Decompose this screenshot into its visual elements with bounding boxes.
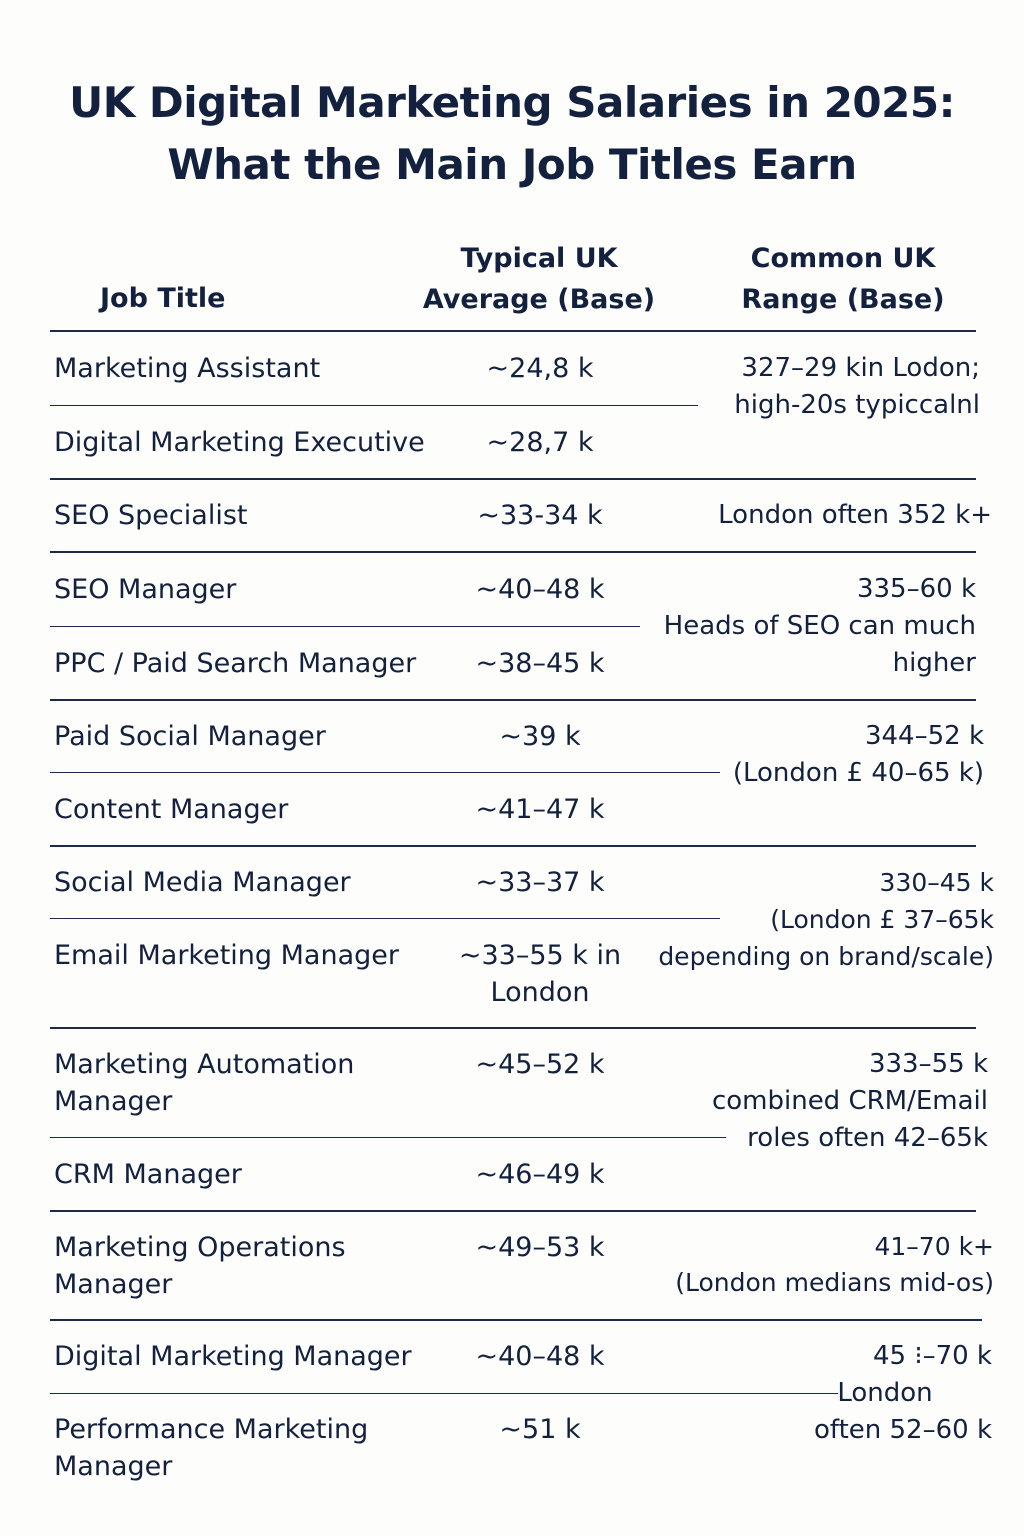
job-title-cell <box>54 864 351 901</box>
job-title-cell <box>54 791 288 828</box>
average-salary-text: ~38–45 k <box>475 648 605 679</box>
average-salary-cell <box>430 1046 650 1083</box>
average-salary-cell <box>430 497 650 534</box>
job-title-text: CRM Manager <box>54 1159 242 1190</box>
job-title-text: Manager <box>54 1269 173 1300</box>
average-salary-text: ~45–52 k <box>475 1049 605 1080</box>
average-salary-cell <box>430 1338 650 1375</box>
job-title-text: Digital Marketing Manager <box>54 1341 412 1372</box>
average-salary-text: ~49–53 k <box>475 1232 605 1263</box>
average-salary-cell <box>430 864 650 901</box>
group-divider <box>50 699 976 701</box>
range-text: 327–29 kin Lodon; <box>741 353 980 383</box>
range-text: often 52–60 k <box>813 1415 992 1445</box>
column-header-job-title-text: Job Title <box>100 283 226 314</box>
average-salary-text: ~41–47 k <box>475 794 605 825</box>
average-salary-cell <box>430 571 650 608</box>
job-title-text: Marketing Operations <box>54 1232 346 1263</box>
job-title-text: Content Manager <box>54 794 289 825</box>
range-cell <box>658 864 994 975</box>
header-divider <box>50 330 976 332</box>
average-salary-text: ~28,7 k <box>486 427 594 458</box>
average-salary-text: ~51 k <box>499 1414 581 1445</box>
average-salary-cell <box>430 645 650 682</box>
job-title-text: Manager <box>54 1086 173 1117</box>
row-divider <box>50 772 720 773</box>
job-title-cell <box>54 350 320 387</box>
average-salary-text: London <box>490 977 590 1008</box>
row-divider <box>50 918 720 919</box>
job-title-cell <box>54 718 326 755</box>
job-title-cell <box>54 424 425 461</box>
range-text: (London medians mid-os) <box>675 1268 994 1297</box>
average-salary-text: ~40–48 k <box>475 1341 605 1372</box>
range-text: higher <box>892 648 976 678</box>
range-cell <box>734 350 980 424</box>
group-divider <box>50 551 976 553</box>
group-divider <box>50 478 976 480</box>
job-title-cell <box>54 645 416 682</box>
column-header-average <box>408 238 670 320</box>
range-text: depending on brand/scale) <box>658 942 994 971</box>
range-cell <box>712 1046 988 1157</box>
range-cell <box>664 571 976 682</box>
average-salary-cell <box>430 350 650 387</box>
range-text: 344–52 k <box>864 721 984 751</box>
range-text: 41–70 k+ <box>874 1232 994 1261</box>
range-text: combined CRM/Email <box>711 1086 988 1116</box>
range-cell <box>718 497 992 534</box>
column-header-range <box>700 238 986 320</box>
group-divider <box>50 845 976 847</box>
job-title-text: PPC / Paid Search Manager <box>54 648 417 679</box>
range-text: (London £ 40–65 k) <box>732 758 984 788</box>
job-title-cell <box>54 937 399 974</box>
column-header-job-title <box>100 278 225 319</box>
job-title-text: Paid Social Manager <box>54 721 326 752</box>
job-title-text: SEO Manager <box>54 574 237 605</box>
range-text: London often 352 k+ <box>718 500 992 530</box>
job-title-text: Email Marketing Manager <box>54 940 399 971</box>
range-text: high-20s typiccalnl <box>734 390 980 420</box>
column-header-range-line-2: Range (Base) <box>741 284 945 315</box>
row-divider <box>50 1137 726 1138</box>
column-header-average-line-2: Average (Base) <box>422 284 656 315</box>
job-title-text: Marketing Assistant <box>54 353 321 384</box>
group-divider <box>50 1319 982 1321</box>
page-title-line-1: UK Digital Marketing Salaries in 2025: <box>69 78 955 127</box>
range-cell <box>814 1338 992 1449</box>
job-title-cell <box>54 1046 354 1120</box>
range-cell <box>733 718 984 792</box>
average-salary-cell <box>430 424 650 461</box>
job-title-text: Marketing Automation <box>54 1049 355 1080</box>
page-title-line-2: What the Main Job Titles Earn <box>167 140 857 189</box>
range-text: (London £ 37–65k <box>770 905 994 934</box>
job-title-text: Manager <box>54 1451 173 1482</box>
group-divider <box>50 1210 976 1212</box>
average-salary-text: ~24,8 k <box>486 353 594 384</box>
average-salary-cell <box>430 1229 650 1266</box>
column-header-average-line-1: Typical UK <box>460 243 618 274</box>
job-title-cell <box>54 1411 368 1485</box>
row-divider <box>50 626 640 627</box>
job-title-text: SEO Specialist <box>54 500 248 531</box>
range-text: London <box>837 1378 933 1408</box>
average-salary-text: ~33-34 k <box>477 500 603 531</box>
job-title-cell <box>54 1156 242 1193</box>
range-text: Heads of SEO can much <box>663 611 976 641</box>
job-title-cell <box>54 497 247 534</box>
average-salary-cell <box>430 1156 650 1193</box>
range-text: 335–60 k <box>856 574 976 604</box>
average-salary-text: ~39 k <box>499 721 581 752</box>
average-salary-cell <box>430 1411 650 1448</box>
row-divider <box>50 1393 838 1394</box>
group-divider <box>50 1027 976 1029</box>
range-text: 330–45 k <box>879 868 994 897</box>
job-title-cell <box>54 571 236 608</box>
job-title-cell <box>54 1338 412 1375</box>
job-title-cell <box>54 1229 346 1303</box>
average-salary-text: ~33–55 k in <box>458 940 622 971</box>
range-cell <box>675 1229 994 1301</box>
row-divider <box>50 405 698 406</box>
average-salary-cell <box>430 791 650 828</box>
range-text: 333–55 k <box>868 1049 988 1079</box>
average-salary-text: ~46–49 k <box>475 1159 605 1190</box>
column-header-range-line-1: Common UK <box>750 243 936 274</box>
page-title <box>0 72 1024 196</box>
average-salary-text: ~33–37 k <box>475 867 605 898</box>
range-text: 45 ⁝–70 k <box>872 1341 992 1371</box>
job-title-text: Digital Marketing Executive <box>54 427 425 458</box>
job-title-text: Performance Marketing <box>54 1414 369 1445</box>
average-salary-cell <box>430 718 650 755</box>
range-text: roles often 42–65k <box>747 1123 988 1153</box>
average-salary-text: ~40–48 k <box>475 574 605 605</box>
job-title-text: Social Media Manager <box>54 867 351 898</box>
average-salary-cell <box>430 937 650 1011</box>
